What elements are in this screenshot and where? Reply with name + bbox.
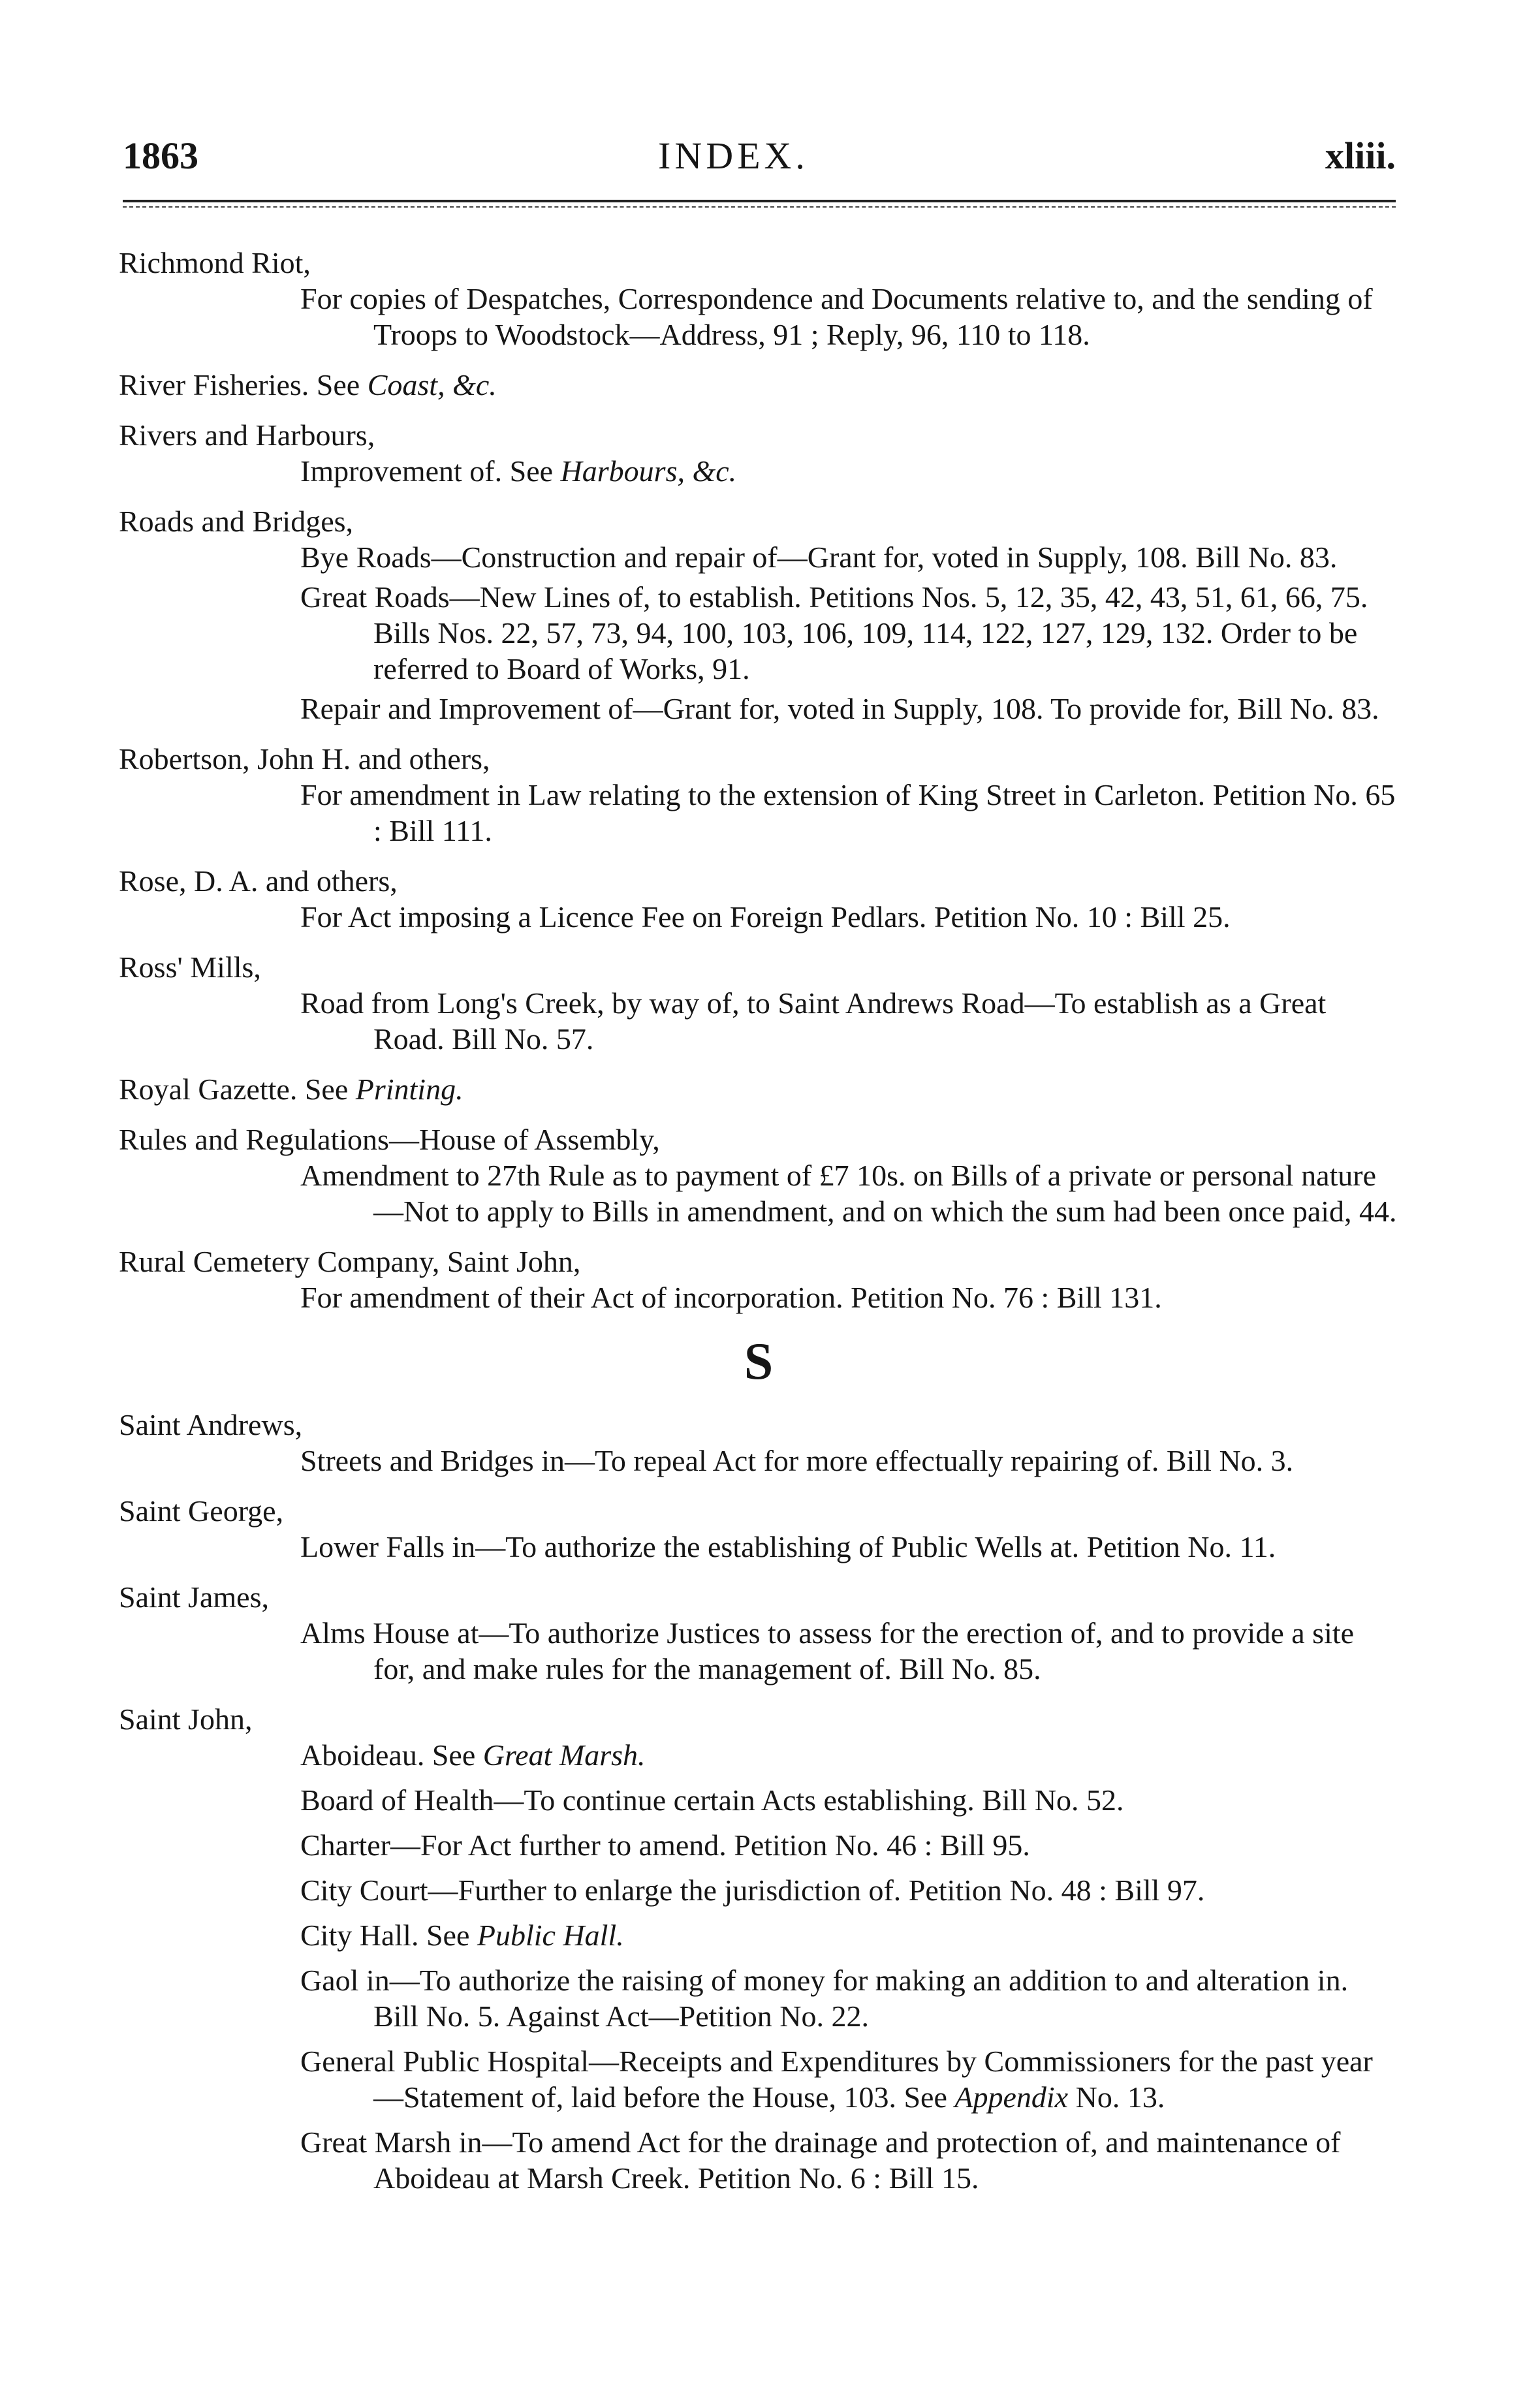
index-body	[119, 245, 1398, 2210]
entry-subentry: City Court—Further to enlarge the jurisdiction of. Petition No. 48 : Bill 97.	[300, 1874, 1205, 1907]
cross-reference: Printing.	[355, 1073, 464, 1106]
index-entry	[119, 245, 1398, 353]
entry-heading: Rural Cemetery Company, Saint John,	[119, 1245, 581, 1278]
cross-reference: Harbours, &c.	[560, 454, 737, 488]
entry-subentry	[119, 1737, 1398, 1773]
subentry-text: Aboideau. See	[300, 1738, 476, 1772]
subentry-text: No. 13.	[1075, 2080, 1165, 2114]
entry-subentry: Gaol in—To authorize the raising of money for making an addition to and alteration in. Bill No. 5. Against Act—Petition No. 22.	[300, 1964, 1349, 2033]
entry-heading	[119, 367, 1398, 403]
cross-reference: Public Hall.	[477, 1919, 624, 1952]
header-page-number: xliii.	[1325, 134, 1396, 177]
cross-reference: Great Marsh.	[482, 1738, 646, 1772]
page-header	[123, 134, 1396, 186]
entry-heading: Rose, D. A. and others,	[119, 864, 398, 898]
index-entry	[119, 1121, 1398, 1229]
entry-subentry	[119, 2043, 1398, 2115]
subentry-text: City Hall. See	[300, 1919, 470, 1952]
entry-heading	[119, 1071, 1398, 1107]
entry-subentry: Alms House at—To authorize Justices to assess for the erection of, and to provide a site for, and make rules for the management of. Bill No. 85.	[300, 1616, 1355, 1686]
entry-heading: Roads and Bridges,	[119, 505, 354, 538]
index-entry	[119, 1071, 1398, 1107]
section-letter: S	[744, 1333, 774, 1390]
entry-heading: Robertson, John H. and others,	[119, 742, 490, 776]
cross-reference: Coast, &c.	[367, 368, 497, 401]
entry-subentry: For Act imposing a Licence Fee on Foreign Pedlars. Petition No. 10 : Bill 25.	[300, 900, 1231, 933]
entry-subentry: Lower Falls in—To authorize the establishing of Public Wells at. Petition No. 11.	[300, 1530, 1276, 1563]
index-entry	[119, 417, 1398, 489]
entry-subentry: Road from Long's Creek, by way of, to Saint Andrews Road—To establish as a Great Road. Bill No. 57.	[300, 986, 1327, 1056]
entry-heading: Saint Andrews,	[119, 1408, 303, 1441]
entry-subentry	[119, 1917, 1398, 1953]
index-entry	[119, 1407, 1398, 1479]
entry-heading: Saint John,	[119, 1702, 253, 1736]
entry-heading: Ross' Mills,	[119, 950, 261, 984]
entry-subentry: Great Marsh in—To amend Act for the drainage and protection of, and maintenance of Aboideau at Marsh Creek. Petition No. 6 : Bill 15.	[300, 2125, 1341, 2195]
index-entry	[119, 949, 1398, 1057]
index-entry	[119, 1244, 1398, 1315]
entry-subentry: Streets and Bridges in—To repeal Act for more effectually repairing of. Bill No. 3.	[300, 1444, 1294, 1477]
index-entry	[119, 367, 1398, 403]
subentry-text: General Public Hospital—Receipts and Expenditures by Commissioners for the past year—Statement of, laid before the House, 103. See	[300, 2045, 1373, 2114]
header-rule-dashed	[123, 206, 1396, 208]
entry-heading: Rivers and Harbours,	[119, 418, 375, 452]
index-entry-saint-john	[119, 1701, 1398, 2196]
entry-heading: Saint George,	[119, 1494, 284, 1528]
index-entry	[119, 863, 1398, 935]
entry-subentry: Bye Roads—Construction and repair of—Grant for, voted in Supply, 108. Bill No. 83.	[300, 541, 1338, 574]
entry-heading: Rules and Regulations—House of Assembly,	[119, 1123, 660, 1156]
header-year: 1863	[123, 134, 198, 177]
entry-subentry: Amendment to 27th Rule as to payment of £7 10s. on Bills of a private or personal nature—Not to apply to Bills in amendment, and on which the sum had been once paid, 44.	[300, 1159, 1397, 1228]
entry-subentry: For amendment in Law relating to the extension of King Street in Carleton. Petition No. 65 : Bill 111.	[300, 778, 1396, 847]
entry-subentry: For amendment of their Act of incorporation. Petition No. 76 : Bill 131.	[300, 1281, 1162, 1314]
subentry-text: Improvement of. See	[300, 454, 554, 488]
index-entry	[119, 503, 1398, 727]
entry-heading-text: Royal Gazette. See	[119, 1073, 349, 1106]
header-rule	[123, 200, 1396, 202]
index-entry	[119, 1493, 1398, 1565]
entry-subentry: Repair and Improvement of—Grant for, voted in Supply, 108. To provide for, Bill No. 83.	[300, 692, 1379, 725]
index-entry	[119, 1579, 1398, 1687]
header-title: INDEX.	[658, 134, 809, 177]
entry-heading: Richmond Riot,	[119, 246, 311, 279]
entry-subentry	[119, 453, 1398, 489]
entry-subentry: Charter—For Act further to amend. Petition No. 46 : Bill 95.	[300, 1828, 1030, 1862]
index-entry	[119, 741, 1398, 849]
entry-subentry: For copies of Despatches, Correspondence and Documents relative to, and the sending of Troops to Woodstock—Address, 91 ; Reply, 96, 110 to 118.	[300, 282, 1373, 351]
cross-reference: Appendix	[954, 2080, 1069, 2114]
entry-heading-text: River Fisheries. See	[119, 368, 360, 401]
entry-heading: Saint James,	[119, 1580, 269, 1614]
entry-subentry: Great Roads—New Lines of, to establish. Petitions Nos. 5, 12, 35, 42, 43, 51, 61, 66, 75. Bills Nos. 22, 57, 73, 94, 100, 103, 106, 109, 114, 122, 127, 129, 132. Order to be referred to Board of Works, 91.	[300, 580, 1368, 685]
entry-subentry: Board of Health—To continue certain Acts establishing. Bill No. 52.	[300, 1783, 1124, 1817]
